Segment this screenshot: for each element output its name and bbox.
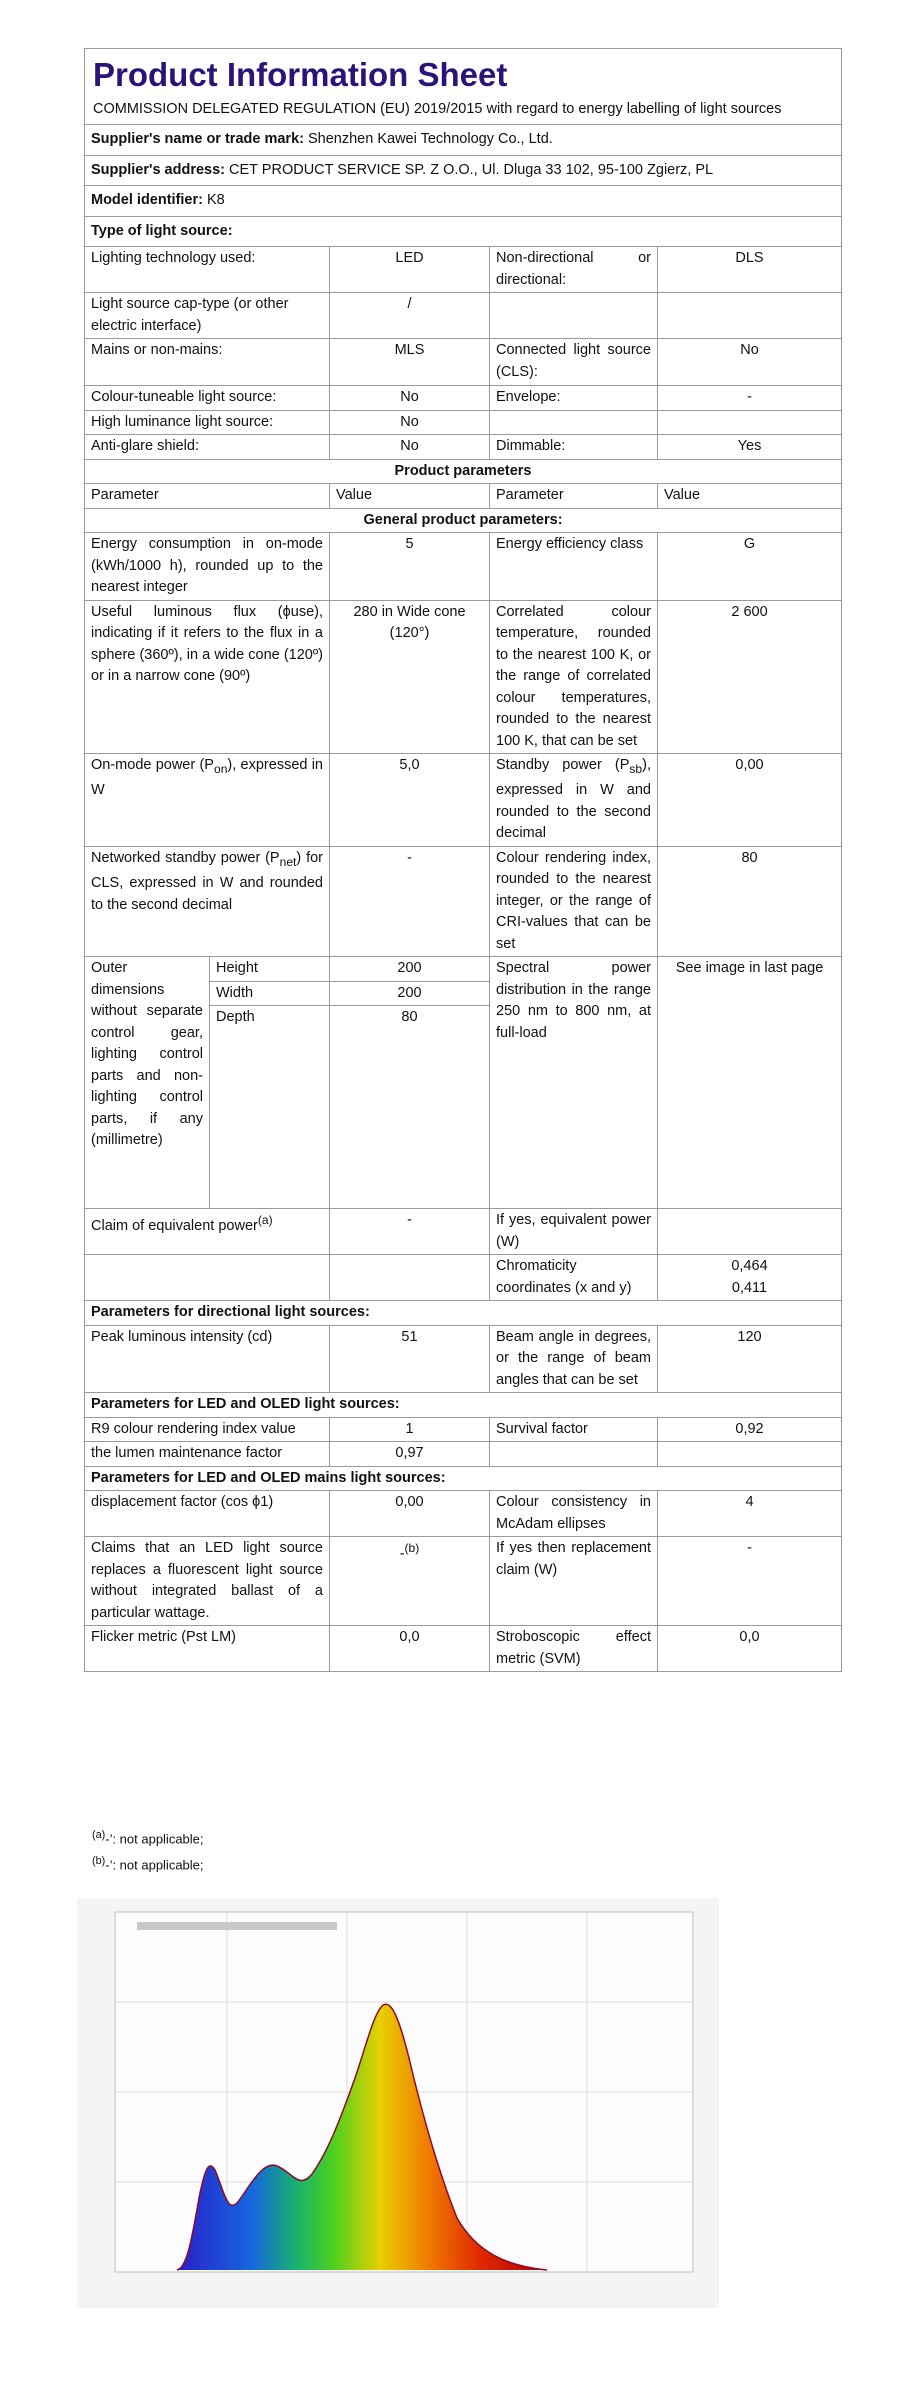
type-param: Envelope: <box>490 386 658 411</box>
mains-param: Flicker metric (Pst LM) <box>85 1626 330 1672</box>
param-text: ) for CLS, expressed in W and rounded to the second decimal <box>91 849 323 913</box>
regulation-subtitle: COMMISSION DELEGATED REGULATION (EU) 2019/2015 with regard to energy labelling of light sources <box>93 101 782 117</box>
spectral-distribution-image <box>77 1898 719 2308</box>
general-value: 80 <box>658 846 842 957</box>
footnote-mark: (a) <box>257 1213 273 1228</box>
light-source-type-label: Type of light source: <box>85 216 842 247</box>
type-param: Connected light source (CLS): <box>490 339 658 386</box>
equivalent-power-claim-value: - <box>330 1209 490 1255</box>
mains-value: 0,0 <box>330 1626 490 1672</box>
led-value: 0,92 <box>658 1417 842 1442</box>
type-value <box>658 293 842 339</box>
footnote-mark: (b) <box>92 1855 106 1867</box>
general-value: 5 <box>330 533 490 601</box>
general-param: Correlated colour temperature, rounded to the nearest 100 K, or the range of correlated colour temperatures, rounded to the nearest 100 K, that can be set <box>490 600 658 754</box>
supplier-address-row <box>85 155 842 186</box>
spectral-distribution-value: See image in last page <box>658 957 842 1209</box>
general-value: 2 600 <box>658 600 842 754</box>
model-identifier-label: Model identifier: <box>91 192 203 208</box>
spectrum-chart-icon <box>77 1898 719 2308</box>
type-param <box>490 410 658 435</box>
type-value: LED <box>330 247 490 293</box>
footnote <box>92 1852 204 1874</box>
footnote-mark: (a) <box>92 1829 106 1841</box>
spectrum-legend <box>137 1922 337 1930</box>
chromaticity-x: 0,464 <box>731 1258 768 1275</box>
type-value: No <box>330 386 490 411</box>
general-value: G <box>658 533 842 601</box>
peak-intensity-value: 51 <box>330 1325 490 1393</box>
type-value: No <box>330 410 490 435</box>
supplier-address-label: Supplier's address: <box>91 161 225 178</box>
type-value: Yes <box>658 435 842 460</box>
peak-intensity-label: Peak luminous intensity (cd) <box>85 1325 330 1393</box>
type-param: Non-directional or directional: <box>490 247 658 293</box>
footnote-text: -’: not applicable; <box>105 1857 204 1873</box>
networked-standby-param <box>85 846 330 957</box>
chromaticity-values <box>658 1255 842 1301</box>
general-value: - <box>330 846 490 957</box>
type-value: DLS <box>658 247 842 293</box>
general-param: Energy efficiency class <box>490 533 658 601</box>
param-subscript: sb <box>629 761 643 776</box>
type-param: High luminance light source: <box>85 410 330 435</box>
directional-heading: Parameters for directional light sources: <box>85 1301 842 1326</box>
general-value: 280 in Wide cone (120°) <box>330 600 490 754</box>
mains-value: - <box>658 1537 842 1626</box>
dimension-height-label: Height <box>210 957 330 982</box>
model-identifier-row <box>85 186 842 217</box>
equivalent-power-claim-label <box>85 1209 330 1255</box>
general-param: Useful luminous flux (ϕuse), indicating if it refers to the flux in a sphere (360º), in a wide cone (120º) or in a narrow cone (90º) <box>85 600 330 754</box>
chromaticity-label: Chromaticity coordinates (x and y) <box>490 1255 658 1301</box>
standby-power-param <box>490 754 658 847</box>
chromaticity-empty <box>330 1255 490 1301</box>
mains-heading: Parameters for LED and OLED mains light sources: <box>85 1466 842 1491</box>
led-param: R9 colour rendering index value <box>85 1417 330 1442</box>
type-value: No <box>658 339 842 386</box>
param-text: Networked standby power (P <box>91 849 280 866</box>
footnote <box>92 1826 204 1848</box>
mains-param: Stroboscopic effect metric (SVM) <box>490 1626 658 1672</box>
general-value: 0,00 <box>658 754 842 847</box>
column-header-value: Value <box>330 484 490 509</box>
led-param <box>490 1442 658 1467</box>
on-mode-power-param <box>85 754 330 847</box>
param-text: On-mode power (P <box>91 757 214 773</box>
chromaticity-empty <box>85 1255 330 1301</box>
model-identifier-value: K8 <box>207 192 225 208</box>
mains-value <box>330 1537 490 1626</box>
supplier-address-value: CET PRODUCT SERVICE SP. Z O.O., Ul. Dluga 33 102, 95-100 Zgierz, PL <box>229 161 714 178</box>
dimension-width-label: Width <box>210 981 330 1006</box>
type-value <box>658 410 842 435</box>
led-param: Survival factor <box>490 1417 658 1442</box>
general-value: 5,0 <box>330 754 490 847</box>
header-cell <box>85 49 842 125</box>
dimension-width-value: 200 <box>330 981 490 1006</box>
type-value: No <box>330 435 490 460</box>
column-header-parameter: Parameter <box>490 484 658 509</box>
claim-text: Claim of equivalent power <box>91 1218 258 1235</box>
mains-param: displacement factor (cos ϕ1) <box>85 1491 330 1537</box>
type-param: Dimmable: <box>490 435 658 460</box>
led-value: 1 <box>330 1417 490 1442</box>
product-information-sheet <box>84 48 841 1672</box>
page-title: Product Information Sheet <box>93 56 508 93</box>
footnote-text: -’: not applicable; <box>105 1831 204 1847</box>
equivalent-power-label: If yes, equivalent power (W) <box>490 1209 658 1255</box>
dimension-depth-label: Depth <box>210 1006 330 1209</box>
beam-angle-label: Beam angle in degrees, or the range of beam angles that can be set <box>490 1325 658 1393</box>
param-text: Standby power (P <box>496 757 630 773</box>
param-text: ), expressed in W <box>91 757 323 799</box>
type-value: / <box>330 293 490 339</box>
mains-value: 0,0 <box>658 1626 842 1672</box>
general-param: Colour rendering index, rounded to the nearest integer, or the range of CRI-values that can be set <box>490 846 658 957</box>
beam-angle-value: 120 <box>658 1325 842 1393</box>
general-param: Energy consumption in on-mode (kWh/1000 h), rounded up to the nearest integer <box>85 533 330 601</box>
led-value <box>658 1442 842 1467</box>
equivalent-power-value <box>658 1209 842 1255</box>
param-text: ), expressed in W and rounded to the second decimal <box>496 757 651 842</box>
led-heading: Parameters for LED and OLED light sources: <box>85 1393 842 1418</box>
param-subscript: net <box>279 854 297 869</box>
type-value: MLS <box>330 339 490 386</box>
led-value: 0,97 <box>330 1442 490 1467</box>
mains-value: 0,00 <box>330 1491 490 1537</box>
type-param: Lighting technology used: <box>85 247 330 293</box>
supplier-name-value: Shenzhen Kawei Technology Co., Ltd. <box>308 131 553 147</box>
info-table <box>84 48 842 1672</box>
value-text: - <box>399 1546 405 1563</box>
mains-param: Claims that an LED light source replaces a fluorescent light source without integrated ballast of a particular wattage. <box>85 1537 330 1626</box>
supplier-name-label: Supplier's name or trade mark: <box>91 131 304 147</box>
type-value: - <box>658 386 842 411</box>
column-header-parameter: Parameter <box>85 484 330 509</box>
type-param: Colour-tuneable light source: <box>85 386 330 411</box>
mains-param: Colour consistency in McAdam ellipses <box>490 1491 658 1537</box>
mains-value: 4 <box>658 1491 842 1537</box>
dimension-depth-value: 80 <box>330 1006 490 1209</box>
type-param: Mains or non-mains: <box>85 339 330 386</box>
outer-dimensions-label: Outer dimensions without separate control gear, lighting control parts and non-lighting control parts, if any (millimetre) <box>85 957 210 1209</box>
dimension-height-value: 200 <box>330 957 490 982</box>
type-param: Anti-glare shield: <box>85 435 330 460</box>
chromaticity-y: 0,411 <box>731 1279 768 1296</box>
supplier-name-row <box>85 125 842 156</box>
product-parameters-heading: Product parameters <box>85 459 842 484</box>
led-param: the lumen maintenance factor <box>85 1442 330 1467</box>
param-subscript: on <box>213 761 228 776</box>
footnote-mark: (b) <box>404 1541 420 1556</box>
spectral-distribution-label: Spectral power distribution in the range 250 nm to 800 nm, at full-load <box>490 957 658 1209</box>
column-header-value: Value <box>658 484 842 509</box>
general-parameters-heading: General product parameters: <box>85 508 842 533</box>
type-param: Light source cap-type (or other electric interface) <box>85 293 330 339</box>
type-param <box>490 293 658 339</box>
mains-param: If yes then replacement claim (W) <box>490 1537 658 1626</box>
